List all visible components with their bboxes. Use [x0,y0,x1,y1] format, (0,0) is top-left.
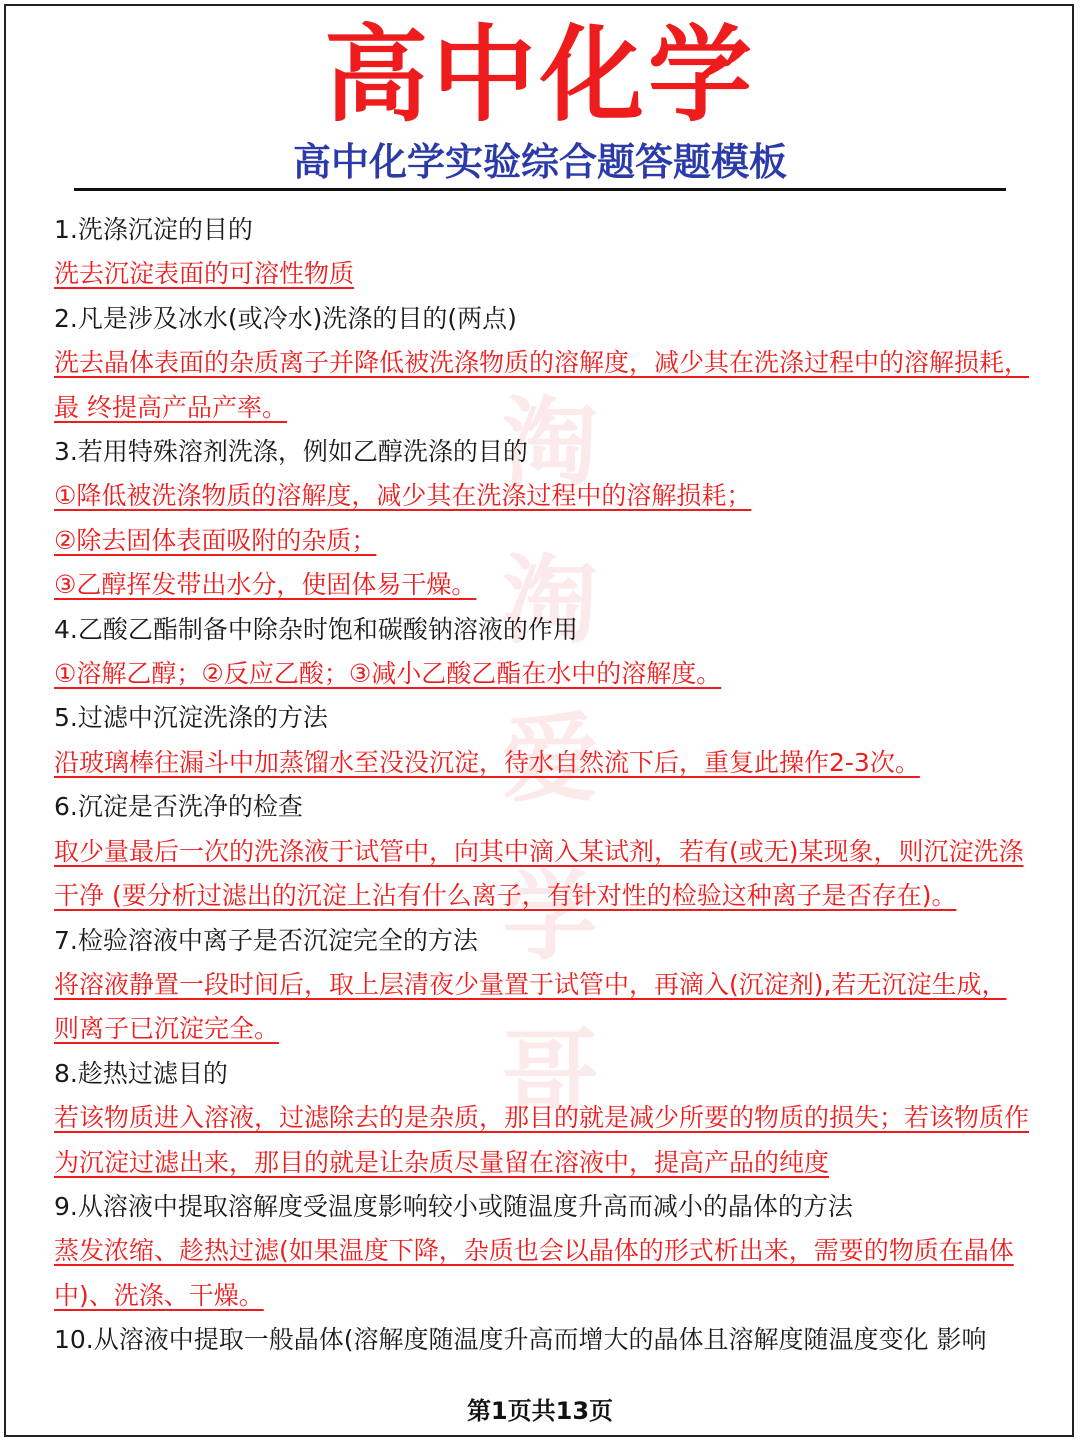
question-1: 1.洗涤沉淀的目的 [54,215,253,244]
answer-7: 将溶液静置一段时间后，取上层清夜少量置于试管中，再滴入(沉淀剂),若无沉淀生成，则离子已沉淀完全。 [54,969,1007,1044]
question-8: 8.趁热过滤目的 [54,1058,228,1088]
page-number: 第1页共13页 [466,1397,614,1425]
page-title: 高中化学 [323,14,756,136]
question-5: 5.过滤中沉淀洗涤的方法 [54,703,328,733]
question-list [54,208,1029,1363]
answer-3-part-3: ③乙醇挥发带出水分，使固体易干燥。 [54,570,477,600]
answer-5: 沿玻璃棒往漏斗中加蒸馏水至没没沉淀，待水自然流下后，重复此操作2-3次。 [54,747,920,777]
question-2: 2.凡是涉及冰水(或冷水)洗涤的目的(两点) [54,303,517,333]
title-divider [74,188,1006,191]
answer-2: 洗去晶体表面的杂质离子并降低被洗涤物质的溶解度，减少其在洗涤过程中的溶解损耗，最 终提高产品产率。 [54,348,1030,422]
answer-6: 取少量最后一次的洗涤液于试管中，向其中滴入某试剂，若有(或无)某现象，则沉淀洗涤干净 (要分析过滤出的沉淀上沾有什么离子，有针对性的检验这种离子是否存在)。 [54,836,1024,911]
answer-9: 蒸发浓缩、趁热过滤(如果温度下降，杂质也会以晶体的形式析出来，需要的物质在晶体中)、洗涤、干燥。 [54,1236,1014,1310]
answer-4: ①溶解乙醇；②反应乙酸；③减小乙酸乙酯在水中的溶解度。 [54,659,722,689]
question-9: 9.从溶液中提取溶解度受温度影响较小或随温度升高而减小的晶体的方法 [54,1191,853,1221]
answer-3-part-2: ②除去固体表面吸附的杂质； [54,525,377,555]
question-6: 6.沉淀是否洗净的检查 [54,792,303,822]
page-subtitle: 高中化学实验综合题答题模板 [292,140,787,184]
answer-1: 洗去沉淀表面的可溶性物质 [54,259,355,289]
answer-3-part-1: ①降低被洗涤物质的溶解度，减少其在洗涤过程中的溶解损耗； [54,481,752,511]
answer-8: 若该物质进入溶液，过滤除去的是杂质，那目的就是减少所要的物质的损失；若该物质作为沉淀过滤出来，那目的就是让杂质尽量留在溶液中，提高产品的纯度 [54,1103,1030,1177]
question-10: 10.从溶液中提取一般晶体(溶解度随温度升高而增大的晶体且溶解度随温度变化 影响 [54,1325,987,1355]
question-7: 7.检验溶液中离子是否沉淀完全的方法 [54,925,478,955]
question-4: 4.乙酸乙酯制备中除杂时饱和碳酸钠溶液的作用 [54,614,578,644]
question-3: 3.若用特殊溶剂洗涤，例如乙醇洗涤的目的 [54,437,528,467]
